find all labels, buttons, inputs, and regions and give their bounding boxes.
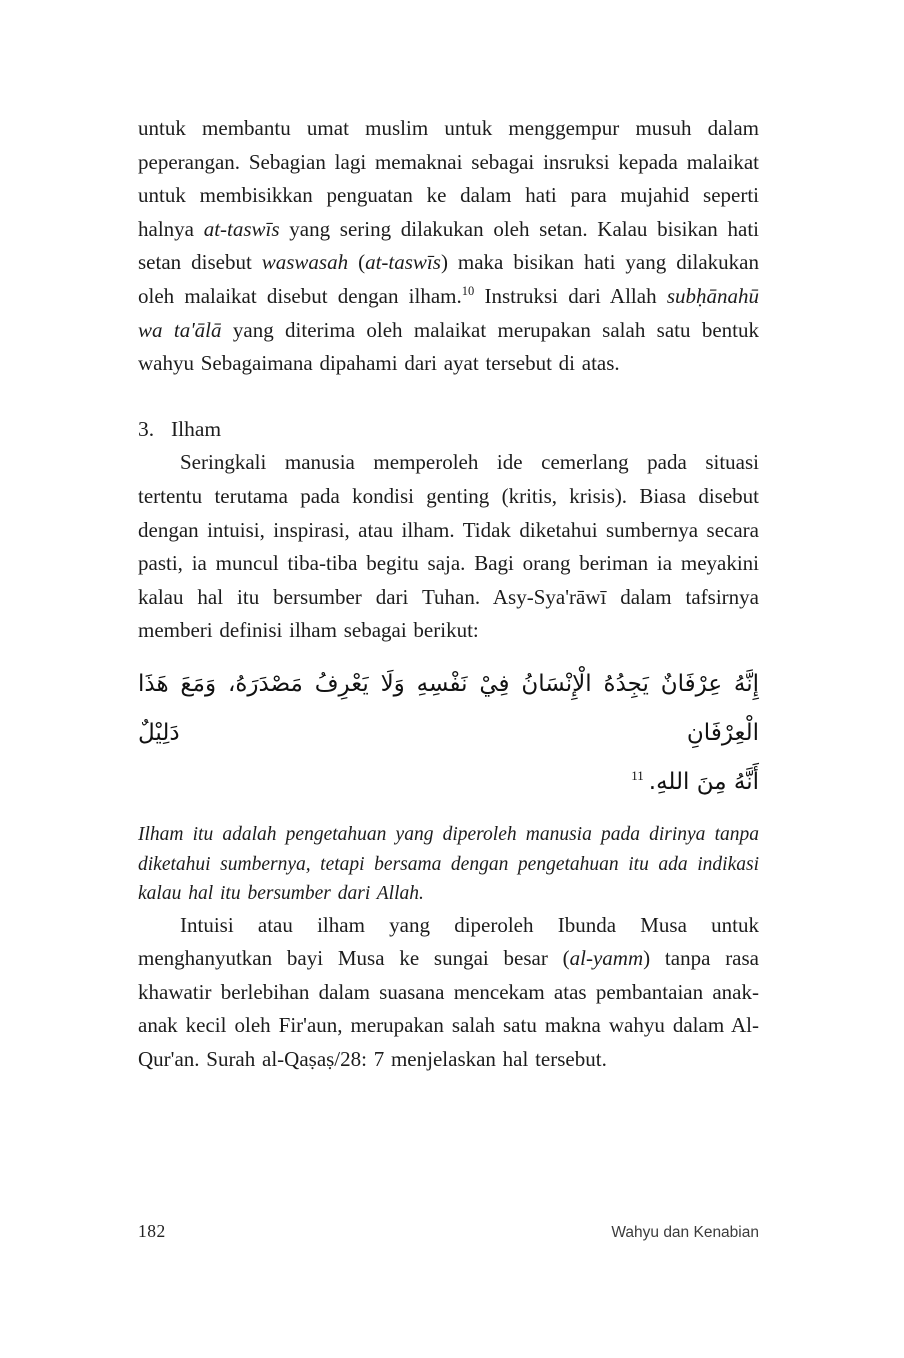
arabic-quote-block: [138, 660, 759, 807]
paragraph-text: Intuisi atau ilham yang diperoleh Ibunda Musa untuk menghanyutkan bayi Musa ke sungai besar (: [138, 912, 759, 971]
section-number: 3.: [138, 416, 155, 441]
italic-term-attaswis: at-taswīs: [365, 250, 441, 275]
paragraph-continuation: [138, 112, 759, 381]
paragraph-text: ) maka bisikan hati yang dilakukan oleh malaikat disebut dengan ilham.: [138, 250, 760, 308]
paragraph-intuisi: [138, 909, 759, 1077]
section-heading-ilham: [138, 413, 759, 447]
paragraph-seringkali: Seringkali manusia memperoleh ide cemerlang pada situasi tertentu terutama pada kondisi genting (kritis, krisis). Biasa disebut dengan intuisi, inspirasi, atau ilham. Tidak diketahui sumbernya secara pasti, ia muncul tiba-tiba begitu saja. Bagi orang beriman ia meyakini kalau hal itu bersumber dari Tuhan. Asy-Sya'rāwī dalam tafsirnya memberi definisi ilham sebagai berikut:: [138, 450, 759, 643]
page-number: 182: [138, 1221, 166, 1241]
translation-quote: Ilham itu adalah pengetahuan yang diperoleh manusia pada dirinya tanpa diketahui sumbernya, tetapi bersama dengan pengetahuan itu ada indikasi kalau hal itu bersumber dari Allah.: [138, 823, 759, 905]
paragraph-text: (: [348, 250, 366, 275]
italic-term-subhanahu: subḥānahū wa ta'ālā: [138, 283, 759, 342]
paragraph-text: untuk membantu umat muslim untuk menggempur musuh dalam peperangan. Sebagian lagi memaknai sebagai insruksi kepada malaikat untuk membisikkan penguatan ke dalam hati para mujahid seperti halnya: [138, 116, 759, 241]
italic-term-attaswis: at-taswīs: [203, 216, 280, 241]
arabic-quote-line1: إِنَّهُ عِرْفَانٌ يَجِدُهُ الْإِنْسَانُ فِيْ نَفْسِهِ وَلَا يَعْرِفُ مَصْدَرَهُ، وَمَعَ هَذَا الْعِرْفَانِ دَلِيْلٌ: [138, 670, 759, 746]
italic-term-alyamm: al-yamm: [569, 946, 644, 971]
footnote-ref-10: 10: [461, 283, 475, 298]
arabic-quote-line2: [138, 758, 759, 807]
footnote-ref-11: 11: [631, 768, 644, 784]
paragraph-text: Instruksi dari Allah: [474, 283, 667, 308]
paragraph-text: yang diterima oleh malaikat merupakan salah satu bentuk wahyu Sebagaimana dipahami dari ayat tersebut di atas.: [138, 317, 760, 376]
arabic-quote-line2-text: أَنَّهُ مِنَ اللهِ.: [648, 768, 759, 795]
running-title: Wahyu dan Kenabian: [611, 1224, 759, 1241]
page-content: [138, 112, 759, 1077]
page-footer: [138, 1221, 759, 1242]
paragraph-text: yang sering dilakukan oleh setan. Kalau bisikan hati setan disebut: [138, 216, 759, 275]
paragraph-text: ) tanpa rasa khawatir berlebihan dalam suasana mencekam atas pembantaian anak-anak kecil oleh Fir'aun, merupakan salah satu makna wahyu dalam Al-Qur'an. Surah al-Qaṣaṣ/28: 7 menjelaskan hal tersebut.: [138, 946, 759, 1072]
italic-term-waswasah: waswasah: [261, 250, 349, 275]
section-title: Ilham: [171, 416, 222, 441]
